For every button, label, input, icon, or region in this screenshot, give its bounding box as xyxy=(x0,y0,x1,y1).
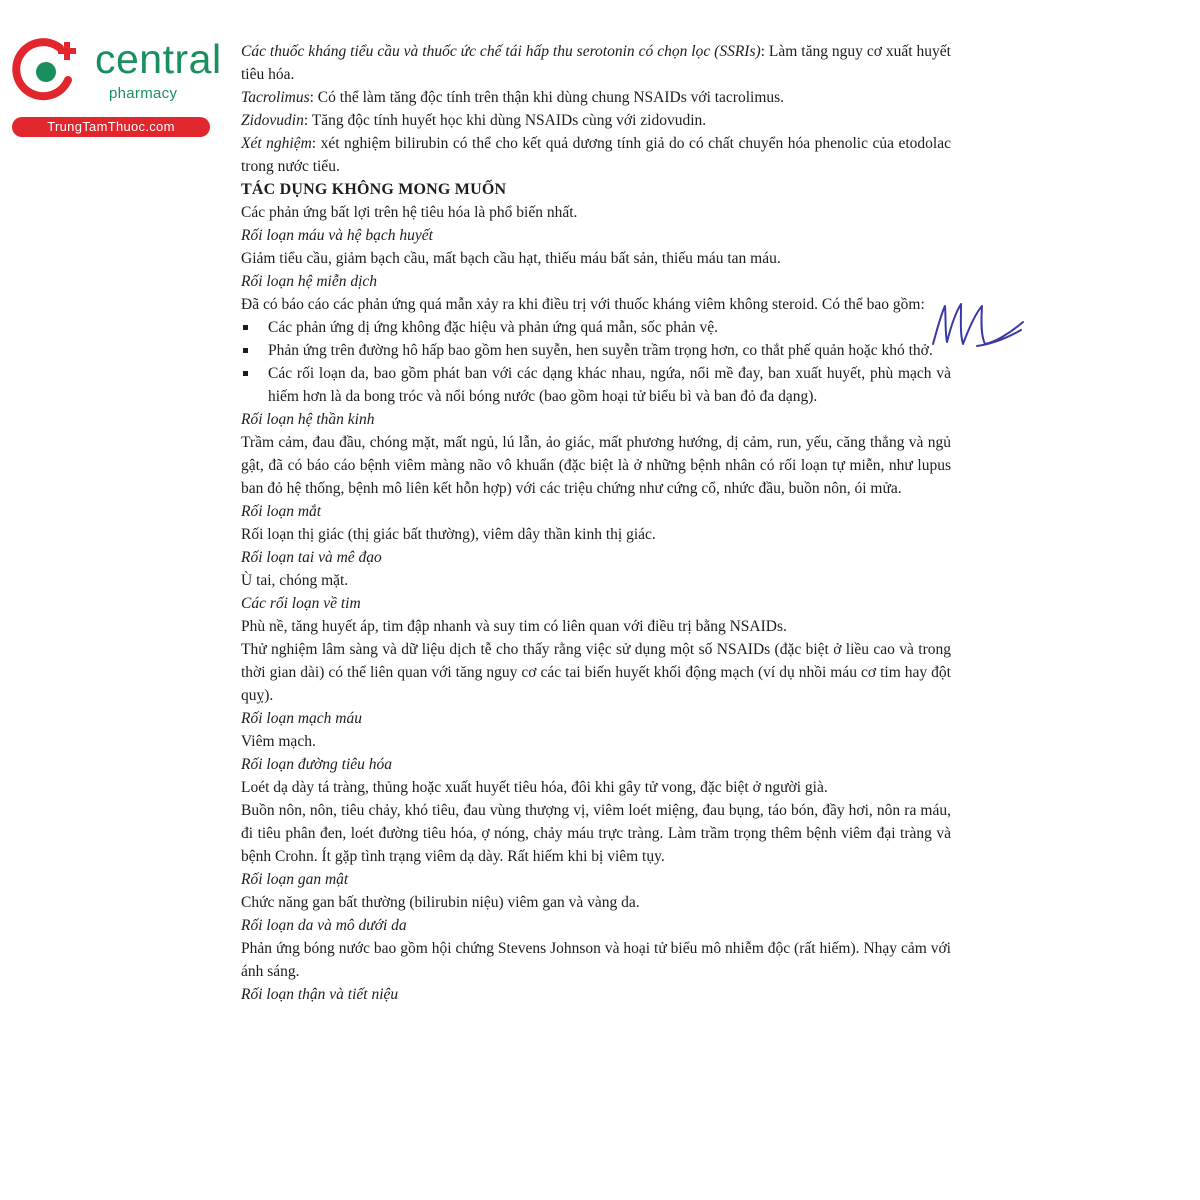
list-item: Phản ứng trên đường hô hấp bao gồm hen suyễn, hen suyễn trầm trọng hơn, co thắt phế quản hoặc khó thở. xyxy=(241,339,951,362)
subsection-text: Giảm tiểu cầu, giảm bạch cầu, mất bạch cầu hạt, thiếu máu bất sản, thiếu máu tan máu. xyxy=(241,250,781,267)
subsection-title: Rối loạn hệ thần kinh xyxy=(241,411,375,428)
subsection-text: Buồn nôn, nôn, tiêu chảy, khó tiêu, đau vùng thượng vị, viêm loét miệng, đau bụng, táo bón, đầy hơi, nôn ra máu, đi tiêu phân đen, loét đường tiêu hóa, ợ nóng, chảy máu trực tràng. Làm trầm trọng thêm bệnh viêm đại tràng và bệnh Crohn. Ít gặp tình trạng viêm dạ dày. Rất hiếm khi bị viêm tụy. xyxy=(241,802,951,865)
desc: : Tăng độc tính huyết học khi dùng NSAIDs cùng với zidovudin. xyxy=(303,112,707,129)
bullet-list xyxy=(241,316,951,408)
brand-subtitle: pharmacy xyxy=(109,85,178,102)
interaction-zidovudin xyxy=(241,109,951,132)
brand-logo xyxy=(10,34,222,138)
interaction-tacrolimus xyxy=(241,86,951,109)
brand-site-link[interactable]: TrungTamThuoc.com xyxy=(12,117,210,137)
subsection-text: Đã có báo cáo các phản ứng quá mẫn xảy ra khi điều trị với thuốc kháng viêm không steroid. Có thể bao gồm: xyxy=(241,296,925,313)
subsection-title: Rối loạn hệ miễn dịch xyxy=(241,273,378,290)
list-item: Các rối loạn da, bao gồm phát ban với các dạng khác nhau, ngứa, nổi mề đay, ban xuất huyết, phù mạch và hiếm hơn là da bong tróc và nổi bóng nước (bao gồm hoại tử biểu bì và ban đỏ đa dạng). xyxy=(241,362,951,408)
subsection-text: Phản ứng bóng nước bao gồm hội chứng Stevens Johnson và hoại tử biểu mô nhiễm độc (rất hiếm). Nhạy cảm với ánh sáng. xyxy=(241,940,951,980)
term: Tacrolimus xyxy=(241,89,310,106)
brand-name: central xyxy=(95,36,222,82)
subsection-text: Rối loạn thị giác (thị giác bất thường), viêm dây thần kinh thị giác. xyxy=(241,526,656,543)
subsection-title: Rối loạn đường tiêu hóa xyxy=(241,756,393,773)
subsection-title: Rối loạn da và mô dưới da xyxy=(241,917,407,934)
term: Xét nghiệm xyxy=(241,135,312,152)
desc: : Làm tăng nguy cơ xuất huyết tiêu hóa. xyxy=(241,43,951,83)
subsection-text: Ù tai, chóng mặt. xyxy=(241,572,349,589)
subsection-title: Rối loạn gan mật xyxy=(241,871,349,888)
desc: : Có thể làm tăng độc tính trên thận khi dùng chung NSAIDs với tacrolimus. xyxy=(309,89,785,106)
subsection-title: Rối loạn thận và tiết niệu xyxy=(241,986,399,1003)
subsection-text: Phù nề, tăng huyết áp, tim đập nhanh và suy tim có liên quan với điều trị bằng NSAIDs. xyxy=(241,618,787,635)
interaction-ssri xyxy=(241,40,951,86)
subsection-title: Rối loạn mắt xyxy=(241,503,322,520)
subsection-title: Các rối loạn về tim xyxy=(241,595,361,612)
document-page xyxy=(241,40,951,1006)
subsection-text: Viêm mạch. xyxy=(241,733,316,750)
subsection-text: Thử nghiệm lâm sàng và dữ liệu dịch tễ cho thấy rằng việc sử dụng một số NSAIDs (đặc biệt ở liều cao và trong thời gian dài) có thể liên quan với tăng nguy cơ các tai biến huyết khối động mạch (ví dụ nhồi máu cơ tim hay đột quỵ). xyxy=(241,641,951,704)
term: Zidovudin xyxy=(241,112,304,129)
section-heading: TÁC DỤNG KHÔNG MONG MUỐN xyxy=(241,181,507,198)
desc: : xét nghiệm bilirubin có thể cho kết quả dương tính giả do có chất chuyển hóa phenolic của etodolac trong nước tiểu. xyxy=(241,135,951,175)
subsection-title: Rối loạn mạch máu xyxy=(241,710,362,727)
term: Các thuốc kháng tiểu cầu và thuốc ức chế tái hấp thu serotonin có chọn lọc (SSRIs) xyxy=(241,43,761,60)
central-logo-icon xyxy=(10,34,82,106)
list-item: Các phản ứng dị ứng không đặc hiệu và phản ứng quá mẫn, sốc phản vệ. xyxy=(241,316,951,339)
subsection-text: Chức năng gan bất thường (bilirubin niệu) viêm gan và vàng da. xyxy=(241,894,640,911)
signature-icon xyxy=(925,292,1030,360)
subsection-title: Rối loạn tai và mê đạo xyxy=(241,549,382,566)
interaction-lab-test xyxy=(241,132,951,178)
subsection-title: Rối loạn máu và hệ bạch huyết xyxy=(241,227,433,244)
subsection-text: Trầm cảm, đau đầu, chóng mặt, mất ngủ, lú lẫn, ảo giác, mất phương hướng, dị cảm, run, yếu, căng thẳng và ngủ gật, đã có báo cáo bệnh viêm màng não vô khuẩn (đặc biệt là ở những bệnh nhân có rối loạn tự miễn, như lupus ban đỏ hệ thống, bệnh mô liên kết hỗn hợp) với các triệu chứng như cứng cổ, nhức đầu, buồn nôn, ói mửa. xyxy=(241,434,951,497)
intro-text: Các phản ứng bất lợi trên hệ tiêu hóa là phổ biến nhất. xyxy=(241,204,578,221)
subsection-text: Loét dạ dày tá tràng, thủng hoặc xuất huyết tiêu hóa, đôi khi gây tử vong, đặc biệt ở người già. xyxy=(241,779,828,796)
